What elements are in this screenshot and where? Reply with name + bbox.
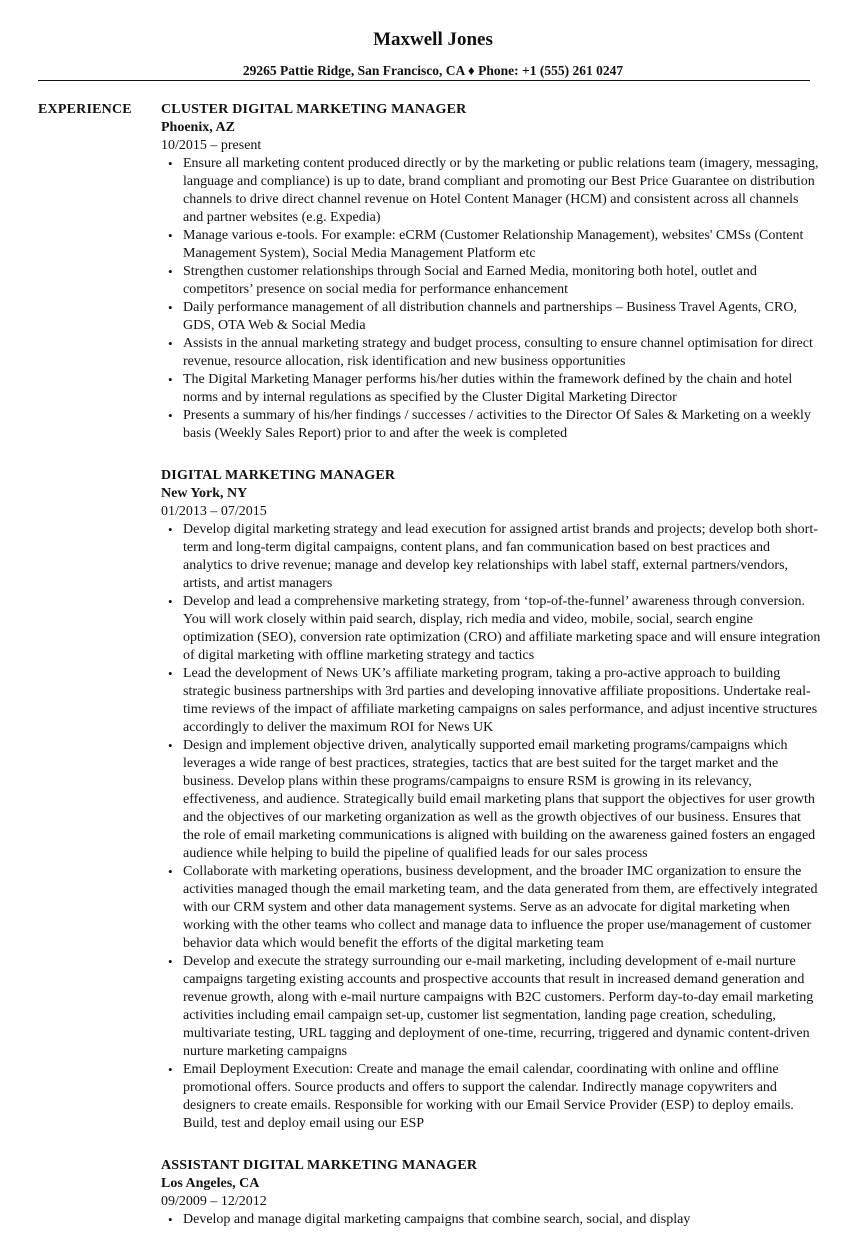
duty-bullet: • Design and implement objective driven, analytically supported email marketing programs/campaigns which leverages a wide range of best practices, strategies, tactics that are best suited for the target market and the business. Develop plans within these programs/campaigns to ensure RSM is growing in its relevancy, effectiveness, and audience. Strategically build email marketing plans that support the objectives for user growth and the objectives of our marketing organization as well as the growth objectives of our business. Ensures that the role of email marketing communications is aligned with building on the awareness gained fosters an engaged audience while helping to build the pipeline of qualified leads for our sales process: [183, 737, 821, 863]
job-location: New York, NY: [161, 486, 248, 501]
duty-bullet: • Daily performance management of all distribution channels and partnerships – Business Travel Agents, CRO, GDS, OTA Web & Social Media: [183, 299, 821, 335]
duty-bullet: • Develop and execute the strategy surrounding our e-mail marketing, including development of e-mail nurture campaigns targeting existing accounts and prospective accounts that result in increased demand generation and revenue growth, along with e-mail nurture campaigns with B2C customers. Perform day-to-day email marketing activities including email campaign set-up, customer list segmentation, landing page creation, scheduling, multivariate testing, URL tagging and deployment of one-time, recurring, triggered and dynamic content-driven nurture marketing campaigns: [183, 953, 821, 1061]
duty-bullet: • Assists in the annual marketing strategy and budget process, consulting to ensure channel optimisation for direct revenue, resource allocation, risk identification and new business opportunities: [183, 335, 821, 371]
duty-bullet: • Develop and manage digital marketing campaigns that combine search, social, and display: [183, 1211, 821, 1229]
duty-bullet: • Email Deployment Execution: Create and manage the email calendar, coordinating with online and offline promotional offers. Source products and offers to support the calendar. Indirectly manage copywriters and designers to create emails. Responsible for working with our Email Service Provider (ESP) to deploy emails. Build, test and deploy email using our ESP: [183, 1061, 821, 1133]
job-duties-list: [161, 521, 821, 1133]
duty-bullet: • Develop digital marketing strategy and lead execution for assigned artist brands and projects; develop both short-term and long-term digital campaigns, content plans, and fan communication based on best practices and analytics to drive revenue; manage and develop key relationships with label staff, external partners/vendors, artists, and artist managers: [183, 521, 821, 593]
duty-bullet: • Develop and lead a comprehensive marketing strategy, from ‘top-of-the-funnel’ awareness through conversion. You will work closely within paid search, display, rich media and video, mobile, social, search engine optimization (SEO), conversion rate optimization (CRO) and affiliate marketing space and will ensure integration of digital marketing with offline marketing strategy and tactics: [183, 593, 821, 665]
job-duties-list: [161, 1211, 821, 1229]
job-title: CLUSTER DIGITAL MARKETING MANAGER: [161, 102, 467, 117]
experience-list: [161, 101, 821, 1253]
section-label-experience: EXPERIENCE: [38, 102, 132, 117]
duty-bullet: • Presents a summary of his/her findings / successes / activities to the Director Of Sales & Marketing on a weekly basis (Weekly Sales Report) prior to and after the week is completed: [183, 407, 821, 443]
job-location: Los Angeles, CA: [161, 1176, 260, 1191]
duty-bullet: • Ensure all marketing content produced directly or by the marketing or public relations team (imagery, messaging, language and compliance) is up to date, brand compliant and promoting our Best Price Guarantee on distribution channels to drive direct channel revenue on Hotel Content Manager (HCM) and consistent across all channels and partner websites (e.g. Expedia): [183, 155, 821, 227]
job-title: DIGITAL MARKETING MANAGER: [161, 468, 396, 483]
duty-bullet: • Collaborate with marketing operations, business development, and the broader IMC organization to ensure the activities managed though the email marketing team, and the data generated from them, are effectively integrated with our CRM system and other data management systems. Serve as an advocate for digital marketing when working with the other teams who collect and manage data to influence the proper use/management of customer behavior data which would benefit the efforts of the digital marketing team: [183, 863, 821, 953]
job-duties-list: [161, 155, 821, 443]
job-dates: 01/2013 – 07/2015: [161, 504, 267, 519]
duty-bullet: • The Digital Marketing Manager performs his/her duties within the framework defined by the chain and hotel norms and by internal regulations as specified by the Cluster Digital Marketing Director: [183, 371, 821, 407]
header-divider: [38, 80, 810, 81]
job-dates: 09/2009 – 12/2012: [161, 1194, 267, 1209]
job-entry: [161, 101, 821, 443]
duty-bullet: • Strengthen customer relationships through Social and Earned Media, monitoring both hotel, outlet and competitors’ presence on social media for performance enhancement: [183, 263, 821, 299]
duty-bullet: • Manage various e-tools. For example: eCRM (Customer Relationship Management), websites' CMSs (Content Management System), Social Media Management Platform etc: [183, 227, 821, 263]
job-location: Phoenix, AZ: [161, 120, 235, 135]
contact-line: 29265 Pattie Ridge, San Francisco, CA ♦ Phone: +1 (555) 261 0247: [242, 63, 624, 78]
job-dates: 10/2015 – present: [161, 138, 262, 153]
job-entry: [161, 1157, 821, 1229]
duty-bullet: • Lead the development of News UK’s affiliate marketing program, taking a pro-active approach to building strategic business partnerships with 3rd parties and developing innovative affiliate propositions. Undertake real-time reviews of the impact of affiliate marketing campaigns on sales performance, and adjust incentive structures accordingly to deliver the maximum ROI for News UK: [183, 665, 821, 737]
job-entry: [161, 467, 821, 1133]
candidate-name: Maxwell Jones: [373, 29, 493, 50]
job-title: ASSISTANT DIGITAL MARKETING MANAGER: [161, 1158, 478, 1173]
